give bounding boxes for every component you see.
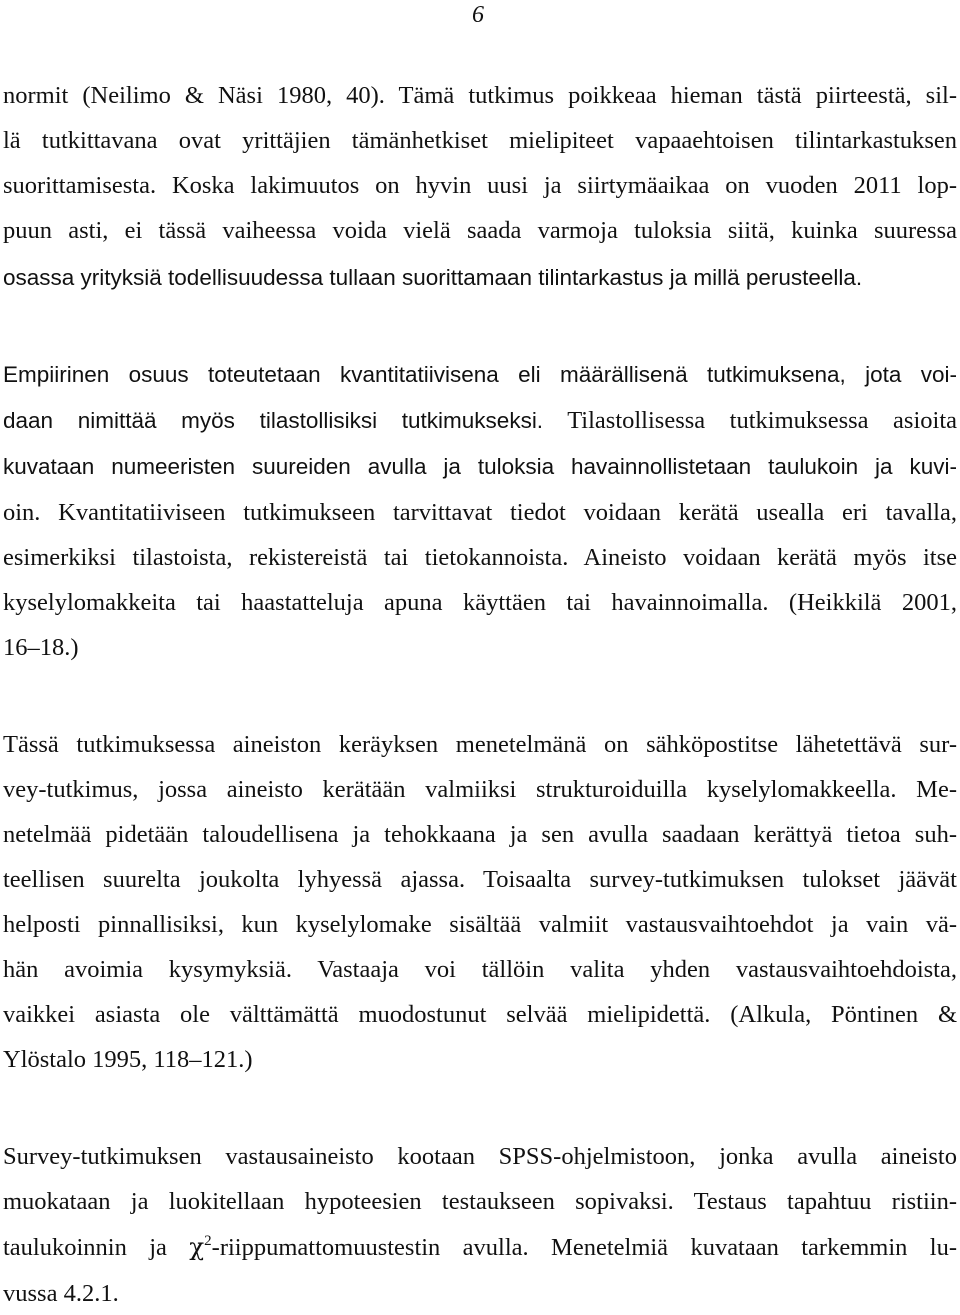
text-line: helposti pinnallisiksi, kun kyselylomake sisältää valmiit vastausvaihtoehdot ja vain vä- bbox=[3, 911, 957, 938]
text-line: esimerkiksi tilastoista, rekistereistä tai tietokannoista. Aineisto voidaan kerätä myös itse bbox=[3, 544, 957, 571]
text-line: netelmää pidetään taloudellisena ja tehokkaana ja sen avulla saadaan kerättyä tietoa suh- bbox=[3, 821, 957, 848]
text-line: lä tutkittavana ovat yrittäjien tämänhetkiset mielipiteet vapaaehtoisen tilintarkastuksen bbox=[3, 127, 957, 154]
text-line: hän avoimia kysymyksiä. Vastaaja voi tällöin valita yhden vastausvaihtoehdoista, bbox=[3, 956, 957, 983]
text-segment: -riippumattomuustestin avulla. Menetelmiä kuvataan tarkemmin lu- bbox=[211, 1234, 957, 1261]
text-line: kyselylomakkeita tai haastatteluja apuna käyttäen tai havainnoimalla. (Heikkilä 2001, bbox=[3, 589, 957, 616]
text-line: oin. Kvantitatiiviseen tutkimukseen tarvittavat tiedot voidaan kerätä usealla eri tavalla, bbox=[3, 499, 957, 526]
text-line: muokataan ja luokitellaan hypoteesien testaukseen sopivaksi. Testaus tapahtuu ristiin- bbox=[3, 1188, 957, 1215]
superscript: 2 bbox=[204, 1233, 212, 1249]
text-line bbox=[3, 409, 957, 434]
text-line: vussa 4.2.1. bbox=[3, 1280, 119, 1307]
text-line: Empiirinen osuus toteutetaan kvantitatiivisena eli määrällisenä tutkimuksena, jota voi- bbox=[3, 362, 957, 387]
text-line: vey-tutkimus, jossa aineisto kerätään valmiiksi strukturoiduilla kyselylomakkeella. Me- bbox=[3, 776, 957, 803]
text-line: teellisen suurelta joukolta lyhyessä ajassa. Toisaalta survey-tutkimuksen tulokset jäävät bbox=[3, 866, 957, 893]
text-segment: taulukoinnin ja bbox=[3, 1234, 190, 1261]
text-line: puun asti, ei tässä vaiheessa voida vielä saada varmoja tuloksia siitä, kuinka suuressa bbox=[3, 217, 957, 244]
text-line: normit (Neilimo & Näsi 1980, 40). Tämä tutkimus poikkeaa hieman tästä piirteestä, sil- bbox=[3, 82, 957, 109]
text-line-with-formula bbox=[3, 1232, 957, 1261]
text-line: vaikkei asiasta ole välttämättä muodostunut selvää mielipidettä. (Alkula, Pöntinen & bbox=[3, 1001, 957, 1028]
text-segment: daan nimittää myös tilastollisiksi tutkimukseksi. bbox=[3, 408, 544, 433]
text-segment: Tilastollisessa tutkimuksessa asioita bbox=[567, 407, 958, 434]
text-line: suorittamisesta. Koska lakimuutos on hyvin uusi ja siirtymäaikaa on vuoden 2011 lop- bbox=[3, 172, 957, 199]
text-line: Ylöstalo 1995, 118–121.) bbox=[3, 1046, 253, 1073]
text-line: kuvataan numeeristen suureiden avulla ja tuloksia havainnollistetaan taulukoin ja kuvi- bbox=[3, 454, 957, 479]
chi-symbol: χ bbox=[189, 1232, 205, 1261]
text-line: Survey-tutkimuksen vastausaineisto kootaan SPSS-ohjelmistoon, jonka avulla aineisto bbox=[3, 1143, 957, 1170]
page-number: 6 bbox=[472, 2, 484, 28]
text-line: osassa yrityksiä todellisuudessa tullaan suorittamaan tilintarkastus ja millä perusteella. bbox=[3, 265, 863, 290]
text-line: 16–18.) bbox=[3, 634, 79, 661]
text-line: Tässä tutkimuksessa aineiston keräyksen menetelmänä on sähköpostitse lähetettävä sur- bbox=[3, 731, 957, 758]
